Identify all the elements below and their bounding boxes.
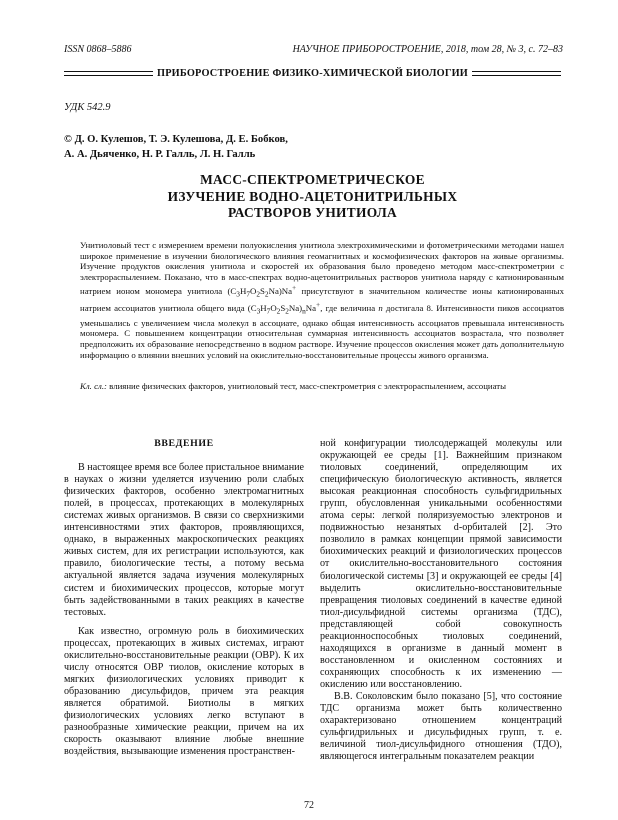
paragraph: В настоящее время все более пристальное внимание в науках о жизни уделяется изучению роли слабых физических факторов, особенно электромагнитных полей, в процессах, протекающих в молекулярных системах живых организмов. В связи со сверхнизкими интенсивностями этих факторов, проявляющихся, однако, в выраженных макроскопических реакциях живых систем, для их регистрации используются, как правило, биологические тесты, а потому весьма актуальной является задача изучения молекулярных систем и биохимических процессов, которые могут быть задействованными в таких реакциях в качестве тестовых. xyxy=(64,462,304,618)
paragraph: В.В. Соколовским было показано [5], что состояние ТДС организма может быть количественно охарактеризовано отношением концентраций сульфгидрильных и дисульфидных групп, т. е. величиной тиол-дисульфидного отношения (ТДО), являющегося интегральным показателем реакции xyxy=(320,690,562,763)
title-line-3: РАСТВОРОВ УНИТИОЛА xyxy=(227,205,397,220)
abstract: Унитиоловый тест с измерением времени полуокисления унитиола электрохимическими и фотометрическими методами нашел широкое применение в изучении биологического влияния геомагнитных и космофизических факторов на живые организмы. Изучение продуктов окисления унитиола и скоростей их образования было проведено методом масс-спектрометрии с электрораспылением. Показано, что в масс-спектрах водно-ацетонитрильных растворов унитиола наряду с катионированным натрием ионом мономера унитиола $(C_3H_7O_2S_2Na)Na^+$ присутствуют в значительном количестве ионы катионированных натрием ассоциатов унитиола общего вида $(C_3H_7O_2S_2Na)_nNa^+$, где величина n достигала 8. Интенсивности пиков ассоциатов уменьшались с увеличением числа молекул в ассоциате, однако общая интенсивность ассоциатов превышала интенсивность мономера. С повышением концентрации относительная суммарная интенсивность ассоциатов возрастала, что позволяет предположить их образование непосредственно в водном растворе. Изучение процессов окисления может дать дополнительную информацию о влиянии внешних условий на окислительно-восстановительные процессы живого организма. xyxy=(80,240,564,360)
article-title xyxy=(64,172,561,222)
paragraph: ной конфигурации тиолсодержащей молекулы или окружающей ее среды [1]. Важнейшим признаком тиоловых соединений, определяющим их специфическую биологическую активность, является высокая реакционная способность сульфгидрильных групп, обусловленная уникальными особенностями атома серы: легкой поляризуемостью электронов и подвижностью незанятых d-орбиталей [2]. Это позволило в рамках концепции прямой зависимости биохимических реакций и физиологических процессов от окислительно-восстановительного состояния биологической системы [3] и окружающей ее среды [4] выделить окислительно-восстановительные превращения тиоловых соединений в качестве единой тиол-дисульфидной системы организма (ТДС), представляющей собой совокупность реакционноспособных тиоловых соединений, находящихся в организме в данный момент в восстановленном и окисленном состояниях и сохраняющих способность к их изменению — окислению или восстановлению. xyxy=(320,438,562,690)
journal-reference: НАУЧНОЕ ПРИБОРОСТРОЕНИЕ, 2018, том 28, № 3, с. 72–83 xyxy=(292,44,563,55)
issn: ISSN 0868–5886 xyxy=(64,44,132,55)
keywords-label: Кл. сл.: xyxy=(80,381,107,391)
keywords-text: влияние физических факторов, унитиоловый тест, масс-спектрометрия с электрораспылением, ассоциаты xyxy=(106,381,507,391)
rubric-title: ПРИБОРОСТРОЕНИЕ ФИЗИКО-ХИМИЧЕСКОЙ БИОЛОГИИ xyxy=(156,68,469,79)
udk-code: УДК 542.9 xyxy=(64,102,111,113)
authors xyxy=(64,132,288,162)
left-column xyxy=(64,438,304,758)
rubric-rule-left xyxy=(64,71,153,76)
section-rubric xyxy=(64,68,561,79)
title-line-2: ИЗУЧЕНИЕ ВОДНО-АЦЕТОНИТРИЛЬНЫХ xyxy=(167,188,458,204)
rubric-rule-right xyxy=(472,71,561,76)
paragraph: Как известно, огромную роль в биохимических процессах, протекающих в живых системах, играют окислительно-восстановительные реакции (ОВР). К их числу относятся ОВР тиолов, окисление которых в мягких физиологических условиях приводит к образованию дисульфидов, причем эта реакция является обратимой. Биотиолы в мягких физиологических условиях легко вступают в разнообразные химические реакции, причем на их скорость оказывают влияние любые внешние воздействия, вызывающие изменения пространствен- xyxy=(64,625,304,758)
authors-line-1: © Д. О. Кулешов, Т. Э. Кулешова, Д. Е. Бобков, xyxy=(64,134,288,145)
right-column xyxy=(320,438,562,763)
authors-line-2: А. А. Дьяченко, Н. Р. Галль, Л. Н. Галль xyxy=(64,149,256,160)
page-number: 72 xyxy=(304,800,314,811)
keywords xyxy=(80,381,564,392)
section-heading: ВВЕДЕНИЕ xyxy=(154,438,214,449)
title-line-1: МАСС-СПЕКТРОМЕТРИЧЕСКОЕ xyxy=(200,172,425,187)
